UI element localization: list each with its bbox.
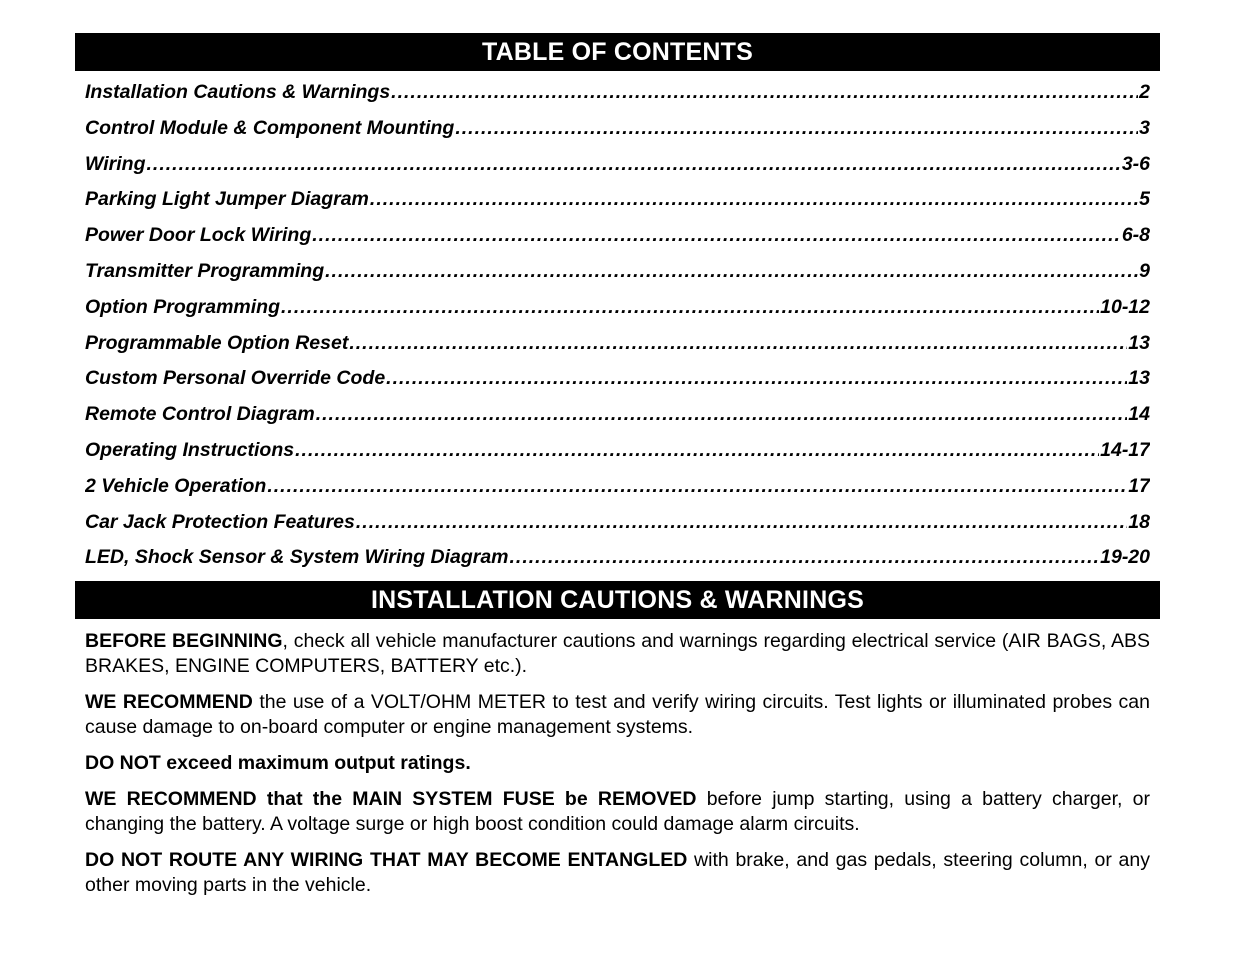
toc-entry[interactable] (85, 397, 1150, 433)
toc-entry[interactable] (85, 361, 1150, 397)
warning-lead: BEFORE BEGINNING (85, 630, 283, 653)
toc-entry[interactable] (85, 540, 1150, 576)
toc-leader-dots (325, 254, 1138, 290)
warning-text: , check all vehicle manufacturer cautions and warnings regarding electrical service (AIR BAGS, ABS BRAKES, ENGINE COMPUTERS, BATTERY etc.). (85, 630, 1150, 678)
toc-entry-title: Option Programming (85, 295, 280, 318)
warning-text: with brake, and gas pedals, steering column, or any other moving parts in the vehicle. (85, 849, 1151, 897)
toc-entry-title: Transmitter Programming (85, 259, 325, 282)
warning-paragraph (85, 751, 1150, 776)
toc-leader-dots (267, 469, 1127, 505)
toc-entry-page: 14-17 (1100, 438, 1150, 461)
toc-entry-page: 5 (1139, 188, 1150, 211)
toc-entry-page: 6-8 (1121, 224, 1150, 247)
toc-entry-title: LED, Shock Sensor & System Wiring Diagram (85, 546, 509, 569)
toc-leader-dots (295, 433, 1099, 469)
toc-leader-dots (316, 397, 1128, 433)
toc-entry-page: 14 (1128, 403, 1150, 426)
toc-entry[interactable] (85, 182, 1150, 218)
toc-entry-title: Custom Personal Override Code (85, 367, 386, 390)
toc-entry[interactable] (85, 433, 1150, 469)
warning-lead: WE RECOMMEND that the MAIN SYSTEM FUSE be REMOVED (85, 788, 697, 811)
warnings-heading: INSTALLATION CAUTIONS & WARNINGS (75, 581, 1160, 619)
warning-lead: DO NOT exceed maximum output ratings. (85, 752, 471, 775)
warning-paragraph (85, 690, 1150, 740)
toc-entry-page: 18 (1128, 510, 1150, 533)
toc-entry[interactable] (85, 254, 1150, 290)
toc-entry[interactable] (85, 147, 1150, 183)
toc-entry-title: Control Module & Component Mounting (85, 116, 455, 139)
warning-paragraph (85, 787, 1150, 837)
toc-entry[interactable] (85, 326, 1150, 362)
toc-entry-title: Parking Light Jumper Diagram (85, 188, 369, 211)
toc-entry-page: 3-6 (1121, 152, 1150, 175)
warning-lead: DO NOT ROUTE ANY WIRING THAT MAY BECOME ENTANGLED (85, 849, 688, 872)
manual-page (75, 33, 1160, 909)
toc-entry[interactable] (85, 218, 1150, 254)
toc-heading: TABLE OF CONTENTS (75, 33, 1160, 71)
toc-entry[interactable] (85, 111, 1150, 147)
toc-entry-page: 13 (1128, 331, 1150, 354)
toc-leader-dots (391, 75, 1138, 111)
toc-leader-dots (312, 218, 1121, 254)
toc-entry-title: Installation Cautions & Warnings (85, 81, 391, 103)
warning-text: the use of a VOLT/OHM METER to test and verify wiring circuits. Test lights or illuminated probes can cause damage to on-board computer or engine management systems. (85, 691, 1150, 739)
toc-entry-title: Programmable Option Reset (85, 331, 349, 354)
toc-entry-page: 9 (1139, 259, 1150, 282)
toc-entry-page: 19-20 (1100, 546, 1150, 569)
toc-leader-dots (510, 540, 1100, 576)
toc-entry-title: Car Jack Protection Features (85, 510, 355, 533)
toc-entry[interactable] (85, 505, 1150, 541)
toc-entry-title: Power Door Lock Wiring (85, 224, 312, 247)
toc-leader-dots (455, 111, 1138, 147)
toc-leader-dots (370, 182, 1138, 218)
toc-entry-page: 17 (1128, 474, 1150, 497)
toc-list (75, 71, 1160, 576)
warnings-body (75, 619, 1160, 898)
toc-entry-page: 13 (1128, 367, 1150, 390)
toc-entry[interactable] (85, 469, 1150, 505)
toc-entry-page: 2 (1139, 81, 1150, 103)
toc-entry-title: 2 Vehicle Operation (85, 474, 267, 497)
toc-entry-page: 3 (1139, 116, 1150, 139)
toc-entry-title: Remote Control Diagram (85, 403, 315, 426)
toc-entry[interactable] (85, 75, 1150, 111)
toc-leader-dots (146, 147, 1120, 183)
warning-paragraph (85, 848, 1150, 898)
warning-text: before jump starting, using a battery charger, or changing the battery. A voltage surge or high boost condition could damage alarm circuits. (85, 788, 1150, 836)
toc-leader-dots (356, 505, 1127, 541)
toc-entry-page: 10-12 (1100, 295, 1150, 318)
toc-leader-dots (386, 361, 1127, 397)
toc-entry-title: Operating Instructions (85, 438, 295, 461)
toc-leader-dots (281, 290, 1099, 326)
toc-entry[interactable] (85, 290, 1150, 326)
warning-paragraph (85, 629, 1150, 679)
warning-lead: WE RECOMMEND (85, 691, 253, 714)
toc-leader-dots (349, 326, 1127, 362)
toc-entry-title: Wiring (85, 152, 146, 175)
